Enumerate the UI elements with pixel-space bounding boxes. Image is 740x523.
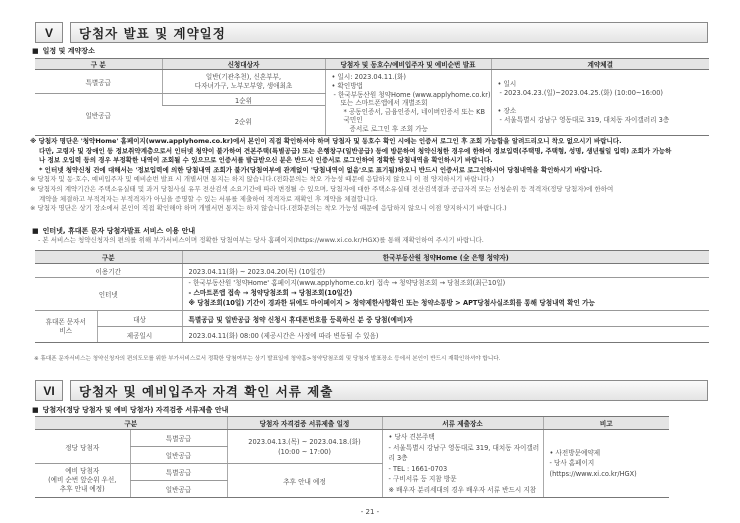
col-header: 한국부동산원 청약Home (全 은행 청약자) bbox=[182, 251, 709, 264]
internet-label: 인터넷 bbox=[35, 278, 182, 311]
col-header: 구분 bbox=[35, 251, 182, 264]
regular-date: 2023.04.13.(목) ~ 2023.04.18.(화) (10:00 ~ 17:00) bbox=[227, 430, 382, 464]
target-special: 일반(기관추천), 신혼부부, 다자녀가구, 노부모부양, 생애최초 bbox=[162, 70, 325, 94]
section-6-title: 당첨자 및 예비입주자 자격 확인 서류 제출 bbox=[70, 380, 708, 401]
contract-info: • 일시 - 2023.04.23.(일)~2023.04.25.(화) (10:00~16:00) • 장소 - 서울특별시 강남구 영동대로 319, 대치동 자이갤러리 3층 bbox=[491, 70, 709, 136]
mobile-label: 휴대폰 문자서비스 bbox=[35, 311, 97, 343]
time-value: 2023.04.11(화) 08:00 (제공시간은 사정에 따라 변동될 수 있음) bbox=[182, 327, 709, 343]
notice-item: * 인터넷 청약신청 건에 대해서는 '정보입력에 의한 당첨내역 조회가 불가(당첨여부에 관계없이 '당첨내역이 없음'으로 표기됨)하오니 반드시 인증서로 로그인하시어 당첨내역을 확인하시기 바랍니다. bbox=[39, 165, 603, 174]
section-6-number: VI bbox=[35, 380, 63, 401]
special-supply: 특별공급 bbox=[130, 430, 227, 447]
general-supply: 일반공급 bbox=[130, 447, 227, 464]
col-header: 구분 bbox=[35, 417, 227, 430]
page-number: - 21 - bbox=[360, 508, 380, 516]
notice-item: 다만, 고령자 및 장애인 등 정보취약계층으로서 인터넷 청약이 불가하여 견본주택(특별공급) 또는 은행창구(일반공급) 등에 방문하여 청약신청한 경우에 한하여 정보입력(주택명, 주택형, 성명, 생년월일 입력) 조회가 가능하 bbox=[39, 146, 672, 155]
section-5-number: V bbox=[35, 22, 63, 43]
target-value: 특별공급 및 일반공급 청약 신청시 휴대폰번호를 등록하신 분 중 당첨(예비)자 bbox=[182, 311, 709, 327]
notice-list bbox=[30, 137, 720, 214]
category-general: 일반공급 bbox=[35, 94, 162, 136]
general-supply: 일반공급 bbox=[130, 481, 227, 498]
col-header: 당첨자 자격검증 서류제출 일정 bbox=[227, 417, 382, 430]
col-header: 당첨자 및 동호수/예비입주자 및 예비순번 발표 bbox=[325, 59, 491, 70]
col-header: 비고 bbox=[543, 417, 669, 430]
period-value: 2023.04.11(화) ~ 2023.04.20(목) (10일간) bbox=[182, 264, 709, 278]
sms-subtitle: ■ 인터넷, 휴대폰 문자 당첨자발표 서비스 이용 안내 bbox=[32, 226, 195, 236]
notice-item: ※ 당첨자 명단은 '청약Home' 홈페이지(www.applyhome.co.kr)에서 본인이 직접 확인하셔야 하며 당첨자 및 동호수 확인 시에는 인증서 로그인 후 조회 가능함을 알려드리오니 착오 없으시기 바랍니다. bbox=[30, 137, 622, 145]
rank-1: 1순위 bbox=[162, 94, 325, 106]
notice-item: 계약을 체결하고 부적격자는 부적격자가 아님을 증명할 수 있는 서류를 제출하여 적격자로 재확인 후 계약을 체결합니다. bbox=[39, 194, 378, 203]
notice-item: ※ 당첨자의 계약기간은 주택소유실태 및 과거 당첨사실 유무 전산검색 소요기간에 따라 변경될 수 있으며, 당첨자에 대한 주택소유실태 전산검색결과 공급자격 또는 선청순위 등 적격자(정당 당첨자)에 한하여 bbox=[30, 184, 614, 193]
documents-subtitle: ■ 당첨자(정당 당첨자 및 예비 당첨자) 자격검증 서류제출 안내 bbox=[32, 405, 228, 415]
period-label: 이용기간 bbox=[35, 264, 182, 278]
target-label: 대상 bbox=[97, 311, 182, 327]
reserve-date: 추후 안내 예정 bbox=[227, 464, 382, 498]
section-5-header bbox=[35, 22, 708, 43]
section-6-header bbox=[35, 380, 708, 401]
notice-item: ※ 당첨자 및 동·호수, 예비입주자 및 예비순번 발표 시 개별서면 통지는 하지 않습니다.(전화문의는 착오 가능성 때문에 응답하지 않으니 이 점 양지하시기 바랍니다.) bbox=[30, 175, 495, 184]
submission-place: • 당사 견본주택 - 서울특별시 강남구 영동대로 319, 대치동 자이갤러리 3층 - TEL : 1661-0703 - 구비서류 등 지참 방문 ※ 배우자 분리세대의 경우 배우자 서류 반드시 지참 bbox=[382, 430, 543, 498]
notice-item: ※ 당첨자 명단은 상기 장소에서 본인이 직접 확인해야 하며 개별서면 통지는 하지 않습니다.(전화문의는 착오 가능성 때문에 응답하지 않으니 이점 양지하시기 바랍니다.) bbox=[30, 204, 507, 213]
category-special: 특별공급 bbox=[35, 70, 162, 94]
section-5-title: 당첨자 발표 및 계약일정 bbox=[70, 22, 708, 43]
special-supply: 특별공급 bbox=[130, 464, 227, 481]
col-header: 신청대상자 bbox=[162, 59, 325, 70]
schedule-subtitle: ■ 일정 및 계약장소 bbox=[32, 46, 95, 56]
internet-steps: - 한국부동산원 '청약Home' 홈페이지(www.applyhome.co.kr) 접속 → 청약당첨조회 → 당첨조회(최근10일) - 스마트폰앱 접속 → 청약당첨조회 → 당첨조회(10일간) ※ 당첨조회(10일) 기간이 경과한 뒤에도 마이페이지 > 청약제한사항확인 또는 청약소통방 > APT당첨사실조회를 통해 당첨내역 확인 가능 bbox=[182, 278, 709, 311]
remark: • 사전방문예약제 - 당사 홈페이지(https://www.xi.co.kr/HGX) bbox=[543, 430, 669, 498]
sms-intro: - 본 서비스는 청약신청자의 편의를 위해 부가서비스이며 정확한 당첨여부는 당사 홈페이지(https://www.xi.co.kr/HGX)를 통해 재확인하여 주시기 바랍니다. bbox=[38, 236, 484, 244]
col-header: 구 분 bbox=[35, 59, 162, 70]
rank-2: 2순위 bbox=[162, 106, 325, 136]
regular-winner-label: 정당 당첨자 bbox=[35, 430, 130, 464]
notice-item: 나 정보 오입력 등의 경우 부정확한 내역이 조회될 수 있으므로 인증서를 발급받으신 분은 반드시 인증서로 로그인하여 정확한 당첨내역을 확인하시기 바랍니다. bbox=[39, 156, 493, 165]
col-header: 서류 제출장소 bbox=[382, 417, 543, 430]
sms-table bbox=[35, 250, 709, 343]
sms-footnote: ※ 휴대폰 문자서비스는 청약신청자의 편의도모를 위한 부가서비스로서 정확한 당첨여부는 상기 발표일에 청약홈>청약당첨조회 및 당첨자 발표장소 등에서 본인이 반드시 재확인하셔야 합니다. bbox=[34, 356, 501, 362]
col-header: 계약체결 bbox=[491, 59, 709, 70]
announcement-info: • 일시: 2023.04.11.(화) • 확인방법 - 한국부동산원 청약Home (www.applyhome.co.kr) 또는 스마트폰앱에서 개별조회 * 공동인증서, 금융인증서, 네이버인증서 또는 KB국민인 증서로 로그인 후 조회 가능 bbox=[325, 70, 491, 136]
time-label: 제공일시 bbox=[97, 327, 182, 343]
schedule-table bbox=[35, 58, 709, 136]
reserve-winner-label: 예비 당첨자 (예비 순번 앞순위 우선, 추후 안내 예정) bbox=[35, 464, 130, 498]
documents-table bbox=[35, 416, 669, 498]
